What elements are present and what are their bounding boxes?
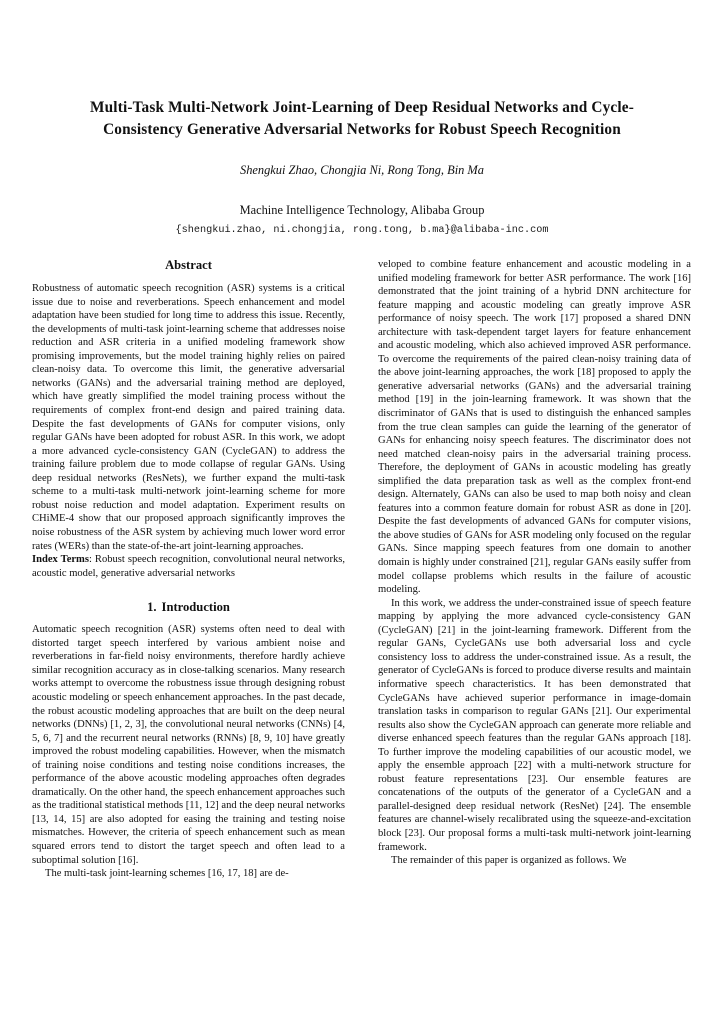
index-terms-text: Robust speech recognition, convolutional neural networks, acoustic model, generative adversarial networks	[32, 554, 345, 579]
intro-paragraph-4: The remainder of this paper is organized as follows. We	[391, 855, 627, 867]
introduction-heading	[32, 600, 345, 615]
abstract-heading: Abstract	[165, 258, 212, 272]
right-column	[378, 258, 691, 881]
index-terms-label: Index Terms	[32, 554, 89, 566]
intro-paragraph-2-continued: veloped to combine feature enhancement and acoustic modeling in a unified modeling framework for better ASR performance. The work [16] demonstrated that the joint training of a hybrid DNN architecture for feature mapping and acoustic modeling can greatly improve ASR performance of noisy speech. The work [17] proposed a shared DNN architecture with task-dependent target layers for feature enhancement and acoustic modeling, which also achieved improved ASR performance. To overcome the requirements of the paired clean-noisy training data of the above joint-learning approaches, the work [18] proposed to apply the generative adversarial networks (GANs) and the adversarial training method [19] in the join-learning framework. It was shown that the discriminator of GANs that is used to distinguish the enhanced samples from the true clean samples can guide the learning of the generator of GANs for enhancing noisy speech features. The discriminator does not need matched clean-noisy pairs in the adversarial training process. Therefore, the deployment of GANs in acoustic modeling has greatly simplified the data preparation task as well as the complex front-end design. Alternately, GANs can also be used to map both noisy and clean features into a common feature domain for robust ASR as done in [20]. Despite the fast developments of advanced GANs for computer visions, the above studies of GANs for ASR modeling only focused on the regular GANs. Since mapping speech features from one domain to another domain is highly under constrained [21], regular GANs easily suffer from model collapse problems which results in the failure of acoustic modeling.	[378, 259, 691, 596]
index-terms-separator: :	[88, 554, 95, 566]
index-terms	[32, 553, 345, 580]
introduction-title: Introduction	[161, 600, 230, 615]
title-block	[0, 0, 724, 237]
intro-paragraph-2-start: The multi-task joint-learning schemes [16, 17, 18] are de-	[45, 868, 289, 880]
affiliation: Machine Intelligence Technology, Alibaba Group	[239, 202, 485, 217]
introduction-number: 1.	[147, 600, 157, 615]
intro-paragraph-1: Automatic speech recognition (ASR) systems often need to deal with distorted target speech interfered by various ambient noise and reverberations in far-field noisy environments, therefore hardly achieve similar recognition accuracy as in close-talking scenarios. Many research works attempt to overcome the robustness issue through designing robust acoustic modeling or speech enhancement approaches. In the past decade, the robust acoustic modeling approaches that are built on the deep neural networks (DNNs) [1, 2, 3], the convolutional neural networks (CNNs) [4, 5, 6, 7] and the recurrent neural networks (RNNs) [8, 9, 10] have greatly improved the robust modeling capabilities. However, when the mismatch of training noise conditions and testing noise conditions increases, the performance of the above acoustic modeling approaches often degrades dramatically. On the other hand, the speech enhancement approaches such as the traditional statistical methods [11, 12] and the deep neural networks [13, 14, 15] are also adopted for easing the training and testing noise mismatches. However, the criteria of speech enhancement such as mean squared errors tend to distort the target speech and often lead to a suboptimal solution [16].	[32, 624, 345, 866]
intro-paragraph-3: In this work, we address the under-constrained issue of speech feature mapping by applying the more advanced cycle-consistency GAN (CycleGAN) [21] in the joint-learning framework. Different from the regular GANs, CycleGANs use both adversarial loss and cycle consistency loss to address the under-constrained issue. As a result, the generator of CycleGANs is forced to produce diverse results and maintain informative speech characteristics. It has been demonstrated that CycleGANs have achieved superior performance in image-domain translation tasks in comparison to regular GANs [21]. Our experimental results also show the CycleGAN approach can generate more reliable and diverse enhanced speech features than the regular GANs approach [18]. To further improve the modeling capabilities of our acoustic model, we apply the ensemble approach [22] with a multi-network structure for robust feature representations [23]. Our ensemble features are concatenations of the outputs of the generator of a CycleGAN and a parallel-designed deep residual network (ResNet) [24]. The ensemble features are channel-wisely recalibrated using the squeeze-and-excitation block [23]. Our proposal forms a multi-task multi-network joint-learning framework.	[378, 597, 691, 853]
abstract-text: Robustness of automatic speech recognition (ASR) systems is a critical issue due to noise and reverberations. Speech enhancement and model adaptation have been studied for long time to address this issue. Recently, the developments of multi-task joint-learning scheme that addresses noise reduction and ASR criteria in a unified modeling framework show promising improvements, but the model training highly relies on paired clean-noisy data. To overcome this limit, the generative adversarial networks (GANs) and the adversarial training method are deployed, which have greatly simplified the model training process without the requirements of complex front-end design and paired training data. Despite the fast developments of GANs for computer visions, only regular GANs have been adopted for robust ASR. In this work, we adopt a more advanced cycle-consistency GAN (CycleGAN) to address the training failure problem due to mode collapse of regular GANs. Using deep residual networks (ResNets), we further expand the multi-task scheme to a multi-task multi-network joint-learning scheme for more robust noise reduction and model adaptation. Experiment results on CHiME-4 show that our proposed approach significantly improves the noise robustness of the ASR system by achieving much lower word error rates (WERs) than the state-of-the-art joint-learning approaches.	[32, 283, 345, 552]
page-title: Multi-Task Multi-Network Joint-Learning of Deep Residual Networks and Cycle-Consistency Generative Adversarial Networks for Robust Speech Recognition	[90, 99, 634, 138]
author-list: Shengkui Zhao, Chongjia Ni, Rong Tong, Bin Ma	[240, 163, 484, 178]
left-column	[32, 258, 345, 881]
two-column-body	[32, 258, 692, 881]
email-line: {shengkui.zhao, ni.chongjia, rong.tong, b.ma}@alibaba-inc.com	[175, 224, 549, 236]
